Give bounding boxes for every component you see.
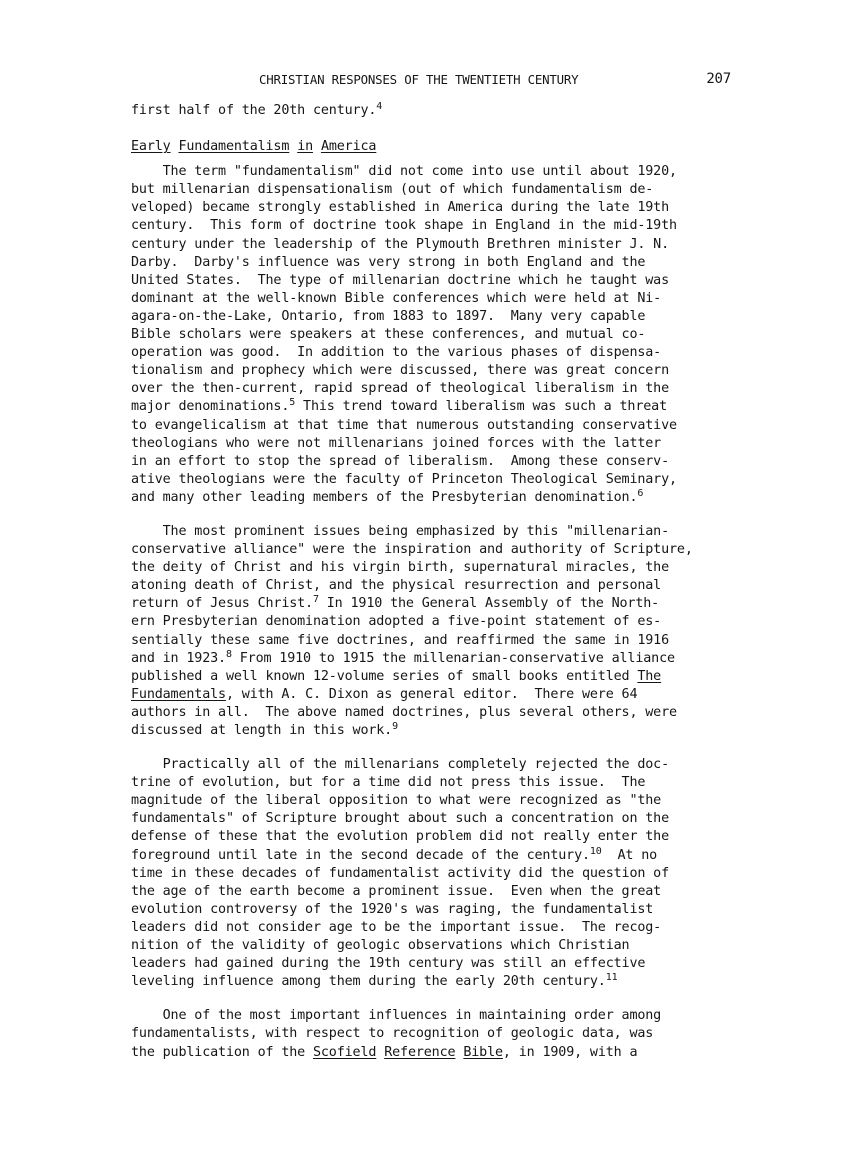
text-line [131,686,721,704]
paragraph-3 [131,756,721,991]
book-title-the: The [637,668,662,684]
text-line: but millenarian dispensationalism (out of which fundamentalism de- [131,182,654,198]
footnote-ref-8: 8 [225,648,232,660]
text-line [131,595,721,613]
text-line: Bible scholars were speakers at these conferences, and mutual co- [131,327,646,343]
footnote-ref-11: 11 [605,972,618,984]
text-line [131,650,721,668]
text-line: the age of the earth become a prominent issue. Even when the great [131,883,662,899]
text-line: One of the most important influences in maintaining order among [131,1008,662,1024]
text-line: trine of evolution, but for a time did not press this issue. The [131,775,646,791]
text-fragment: , with A. C. Dixon as general editor. There were 64 [225,686,638,702]
text-line: veloped) became strongly established in America during the late 19th [131,200,670,216]
text-line: United States. The type of millenarian doctrine which he taught was [131,272,670,288]
text-line [131,668,721,686]
book-title-bible: Bible [463,1044,503,1060]
text-line: dominant at the well-known Bible conferences which were held at Ni- [131,290,662,306]
book-title-fundamentals: Fundamentals [131,686,226,702]
text-line: the deity of Christ and his virgin birth, supernatural miracles, the [131,560,670,576]
text-line [131,398,721,416]
running-title: CHRISTIAN RESPONSES OF THE TWENTIETH CENTURY [259,72,579,87]
text-fragment: In 1910 the General Assembly of the North- [318,596,660,612]
text-line [131,847,721,865]
section-heading [131,138,721,156]
heading-word-2: Fundamentalism [178,139,290,155]
heading-word-4: America [320,139,377,155]
text-line: century under the leadership of the Plymouth Brethren minister J. N. [131,236,670,252]
text-line: Practically all of the millenarians completely rejected the doc- [131,757,670,773]
text-line: ern Presbyterian denomination adopted a five-point statement of es- [131,614,662,630]
text-fragment: This trend toward liberalism was such a threat [295,399,667,415]
page-number: 207 [706,71,731,87]
paragraph-2 [131,523,721,740]
book-title-scofield: Scofield [312,1044,377,1060]
text-fragment: From 1910 to 1915 the millenarian-conservative alliance [231,650,675,666]
text-line: ative theologians were the faculty of Princeton Theological Seminary, [131,471,677,487]
text-fragment: At no [601,847,658,863]
text-line [131,722,721,740]
footnote-ref-9: 9 [392,721,398,732]
heading-word-1: Early [131,139,171,155]
paragraph-1 [131,163,721,507]
text-line: time in these decades of fundamentalist activity did the question of [131,865,670,881]
text-line: authors in all. The above named doctrines, plus several others, were [131,704,677,720]
text-fragment: , in 1909, with a [502,1044,638,1060]
text-line [131,1044,721,1062]
text-line: in an effort to stop the spread of liberalism. Among these conserv- [131,453,670,469]
intro-text: first half of the 20th century. [131,103,377,118]
text-line [131,489,721,507]
text-fragment: leveling influence among them during the early 20th century. [131,974,606,990]
text-line: tionalism and prophecy which were discussed, there was great concern [131,363,670,379]
text-line: nition of the validity of geologic observations which Christian [131,938,630,954]
footnote-ref-7: 7 [312,594,319,606]
text-fragment: discussed at length in this work. [131,723,393,738]
text-line [131,973,721,991]
text-fragment: the publication of the [131,1044,313,1060]
text-line: operation was good. In addition to the various phases of dispensa- [131,345,662,361]
text-fragment: return of Jesus Christ. [131,596,313,612]
text-line: agara-on-the-Lake, Ontario, from 1883 to 1897. Many very capable [131,308,646,324]
text-line: fundamentals" of Scripture brought about such a concentration on the [131,811,670,827]
text-line: century. This form of doctrine took shape in England in the mid-19th [131,218,677,234]
footnote-ref-6: 6 [637,487,644,499]
footnote-ref-4: 4 [376,101,383,112]
text-line: The term "fundamentalism" did not come into use until about 1920, [131,164,677,180]
text-line: sentially these same five doctrines, and reaffirmed the same in 1916 [131,632,670,648]
heading-word-3: in [297,139,314,155]
text-line: fundamentalists, with respect to recognition of geologic data, was [131,1026,654,1042]
page-header [131,68,731,90]
intro-line [131,102,721,120]
text-fragment: foreground until late in the second decade of the century. [131,847,590,863]
text-line: conservative alliance" were the inspiration and authority of Scripture, [131,542,693,558]
document-page [131,68,731,1062]
text-line: evolution controversy of the 1920's was raging, the fundamentalist [131,901,654,917]
text-line: The most prominent issues being emphasized by this "millenarian- [131,523,670,539]
text-fragment: and many other leading members of the Presbyterian denomination. [131,489,638,505]
text-line: over the then-current, rapid spread of theological liberalism in the [131,381,670,397]
text-fragment: major denominations. [131,399,290,415]
text-line: theologians who were not millenarians joined forces with the latter [131,435,662,451]
text-line: Darby. Darby's influence was very strong in both England and the [131,254,646,270]
text-line: atoning death of Christ, and the physical resurrection and personal [131,578,662,594]
text-line: magnitude of the liberal opposition to what were recognized as "the [131,793,662,809]
text-line: defense of these that the evolution problem did not really enter the [131,829,670,845]
paragraph-4 [131,1007,721,1061]
footnote-ref-10: 10 [589,845,602,857]
text-fragment: published a well known 12-volume series of small books entitled [131,668,638,684]
text-line: leaders had gained during the 19th century was still an effective [131,956,646,972]
text-line: leaders did not consider age to be the important issue. The recog- [131,919,662,935]
footnote-ref-5: 5 [289,397,296,409]
text-line: to evangelicalism at that time that numerous outstanding conservative [131,417,677,433]
book-title-reference: Reference [384,1044,456,1060]
text-fragment: and in 1923. [131,650,226,666]
